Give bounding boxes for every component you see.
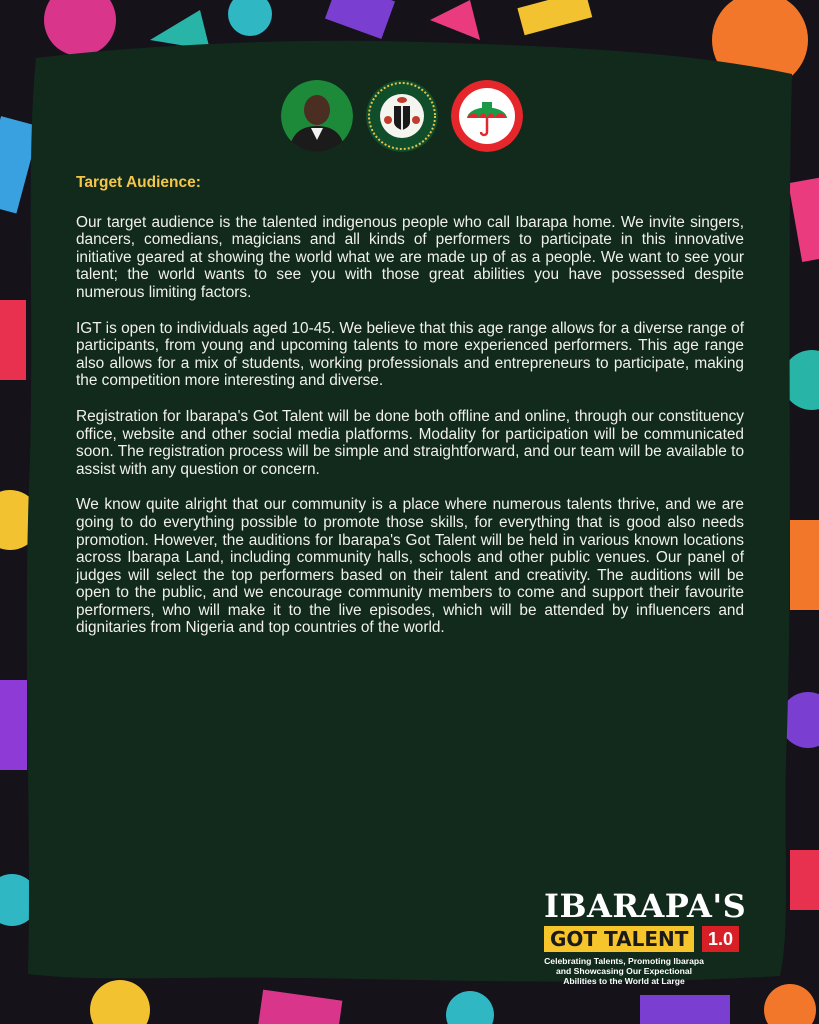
- event-logo-tagline: Celebrating Talents, Promoting Ibarapa and Showcasing Our Expectional Abilities to the World at Large: [544, 956, 704, 986]
- event-logo-version: 1.0: [702, 926, 739, 952]
- event-logo-subtitle: GOT TALENT: [544, 926, 694, 952]
- event-logo: [540, 888, 760, 988]
- nigeria-coat-of-arms-icon: [366, 80, 438, 152]
- paragraph-registration: Registration for Ibarapa's Got Talent will be done both offline and online, through our constituency office, website and other social media platforms. Modality for participation will be communicated soon. The registration process will be simple and straightforward, and our team will be available to assist with any question or concern.: [76, 407, 744, 478]
- document-body: [76, 174, 744, 655]
- logo-row: [0, 80, 819, 156]
- paragraph-target-audience: Our target audience is the talented indigenous people who call Ibarapa home. We invite singers, dancers, comedians, magicians and all kinds of performers to participate in this innovative initiative geared at showing the world what we are made up of as a people. We want to see your talent; the world wants to see you with those great abilities you have possessed despite numerous limiting factors.: [76, 213, 744, 301]
- event-logo-title: IBARAPA'S: [544, 887, 747, 925]
- section-heading: Target Audience:: [76, 174, 201, 191]
- umbrella-party-icon: [451, 80, 523, 152]
- portrait-photo-icon: [281, 80, 353, 152]
- paragraph-auditions: We know quite alright that our community is a place where numerous talents thrive, and we are going to do everything possible to promote those skills, for everything that is good also needs promotion. However, the auditions for Ibarapa's Got Talent will be held in various known locations across Ibarapa Land, including community halls, schools and other public venues. Our panel of judges will select the top performers based on their talent and creativity. The auditions will be open to the public, and we encourage community members to come and support their favourite performers, who will make it to the live episodes, which will be attended by influencers and dignitaries from Nigeria and top countries of the world.: [76, 496, 744, 637]
- paragraph-age-range: IGT is open to individuals aged 10-45. We believe that this age range allows for a diverse range of participants, from young and upcoming talents to more experienced performers. This age range also allows for a mix of students, working professionals and entrepreneurs to participate, making the competition more interesting and diverse.: [76, 319, 744, 390]
